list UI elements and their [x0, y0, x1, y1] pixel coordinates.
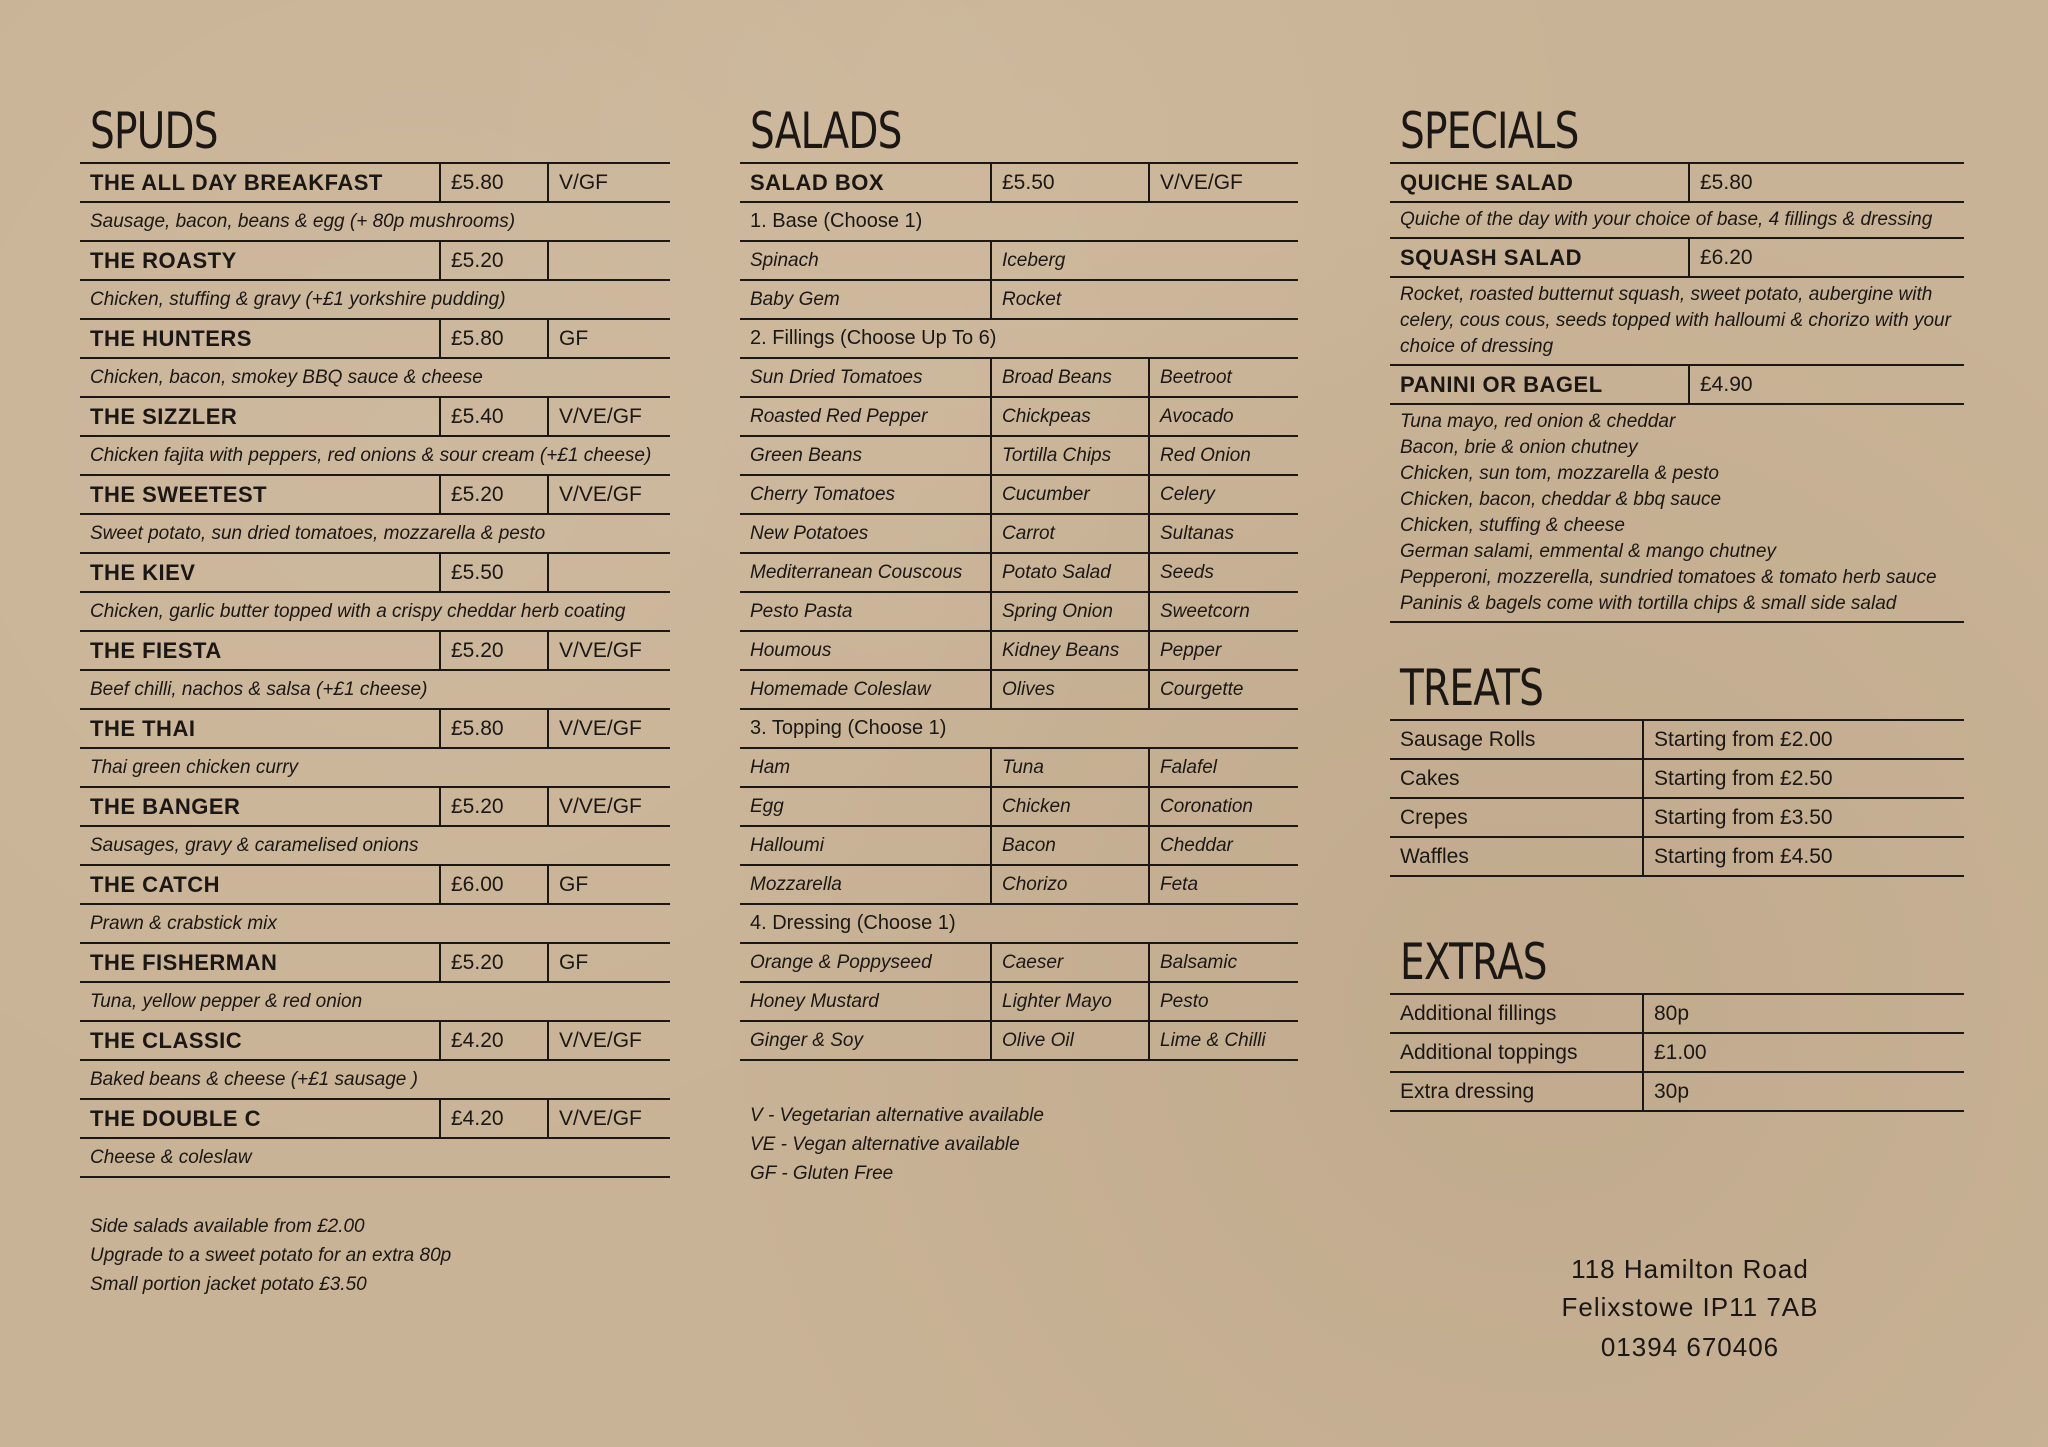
treats-list — [1390, 719, 1964, 877]
spuds-notes — [80, 1212, 670, 1299]
extra-row-label: Extra dressing — [1400, 1079, 1535, 1103]
salad-option: Rocket — [990, 281, 1298, 318]
spud-item-name: THE KIEV — [90, 559, 196, 585]
spud-item-diet — [547, 242, 670, 279]
spud-item-row — [80, 1020, 670, 1059]
salad-option: Pesto — [1148, 983, 1298, 1020]
spud-item-name: THE DOUBLE C — [90, 1105, 261, 1131]
spuds-note: Upgrade to a sweet potato for an extra 80p — [90, 1245, 452, 1266]
spud-item-row — [80, 474, 670, 513]
specials-section — [1390, 100, 1964, 1112]
salad-option: Chickpeas — [990, 398, 1148, 435]
salad-option: Beetroot — [1148, 359, 1298, 396]
spud-item-diet: V/VE/GF — [547, 632, 670, 669]
treat-row-value: Starting from £3.50 — [1642, 799, 1964, 836]
spud-item-desc: Chicken, garlic butter topped with a crispy cheddar herb coating — [80, 591, 670, 630]
spud-item-diet: V/VE/GF — [547, 476, 670, 513]
salads-section — [740, 100, 1298, 1188]
spud-item-price: £5.50 — [439, 554, 547, 591]
salad-option-row — [740, 552, 1298, 591]
address-town: Felixstowe IP11 7AB — [1561, 1292, 1819, 1322]
salad-option: Olive Oil — [990, 1022, 1148, 1059]
spud-item-name: THE ALL DAY BREAKFAST — [90, 169, 383, 195]
salad-option: Roasted Red Pepper — [750, 405, 928, 427]
salad-option: Tuna — [990, 749, 1148, 786]
salad-box-row — [740, 162, 1298, 201]
salad-option: Ham — [750, 756, 791, 778]
spud-item-desc: Prawn & crabstick mix — [80, 903, 670, 942]
spud-item-desc: Sausage, bacon, beans & egg (+ 80p mushrooms) — [80, 201, 670, 240]
spud-item-row — [80, 240, 670, 279]
spud-item-diet: GF — [547, 320, 670, 357]
salad-option: Spinach — [750, 249, 819, 271]
squash-salad-desc: Rocket, roasted butternut squash, sweet potato, aubergine with celery, cous cous, seeds topped with halloumi & chorizo with your choice of dressing — [1390, 276, 1964, 364]
spud-item-row — [80, 708, 670, 747]
treat-row-value: Starting from £2.00 — [1642, 721, 1964, 758]
salad-option-row — [740, 279, 1298, 318]
extra-row-value: £1.00 — [1642, 1034, 1964, 1071]
spud-item-diet: V/VE/GF — [547, 710, 670, 747]
address-block — [1490, 1250, 1890, 1366]
squash-salad-row — [1390, 237, 1964, 276]
spud-item-price: £5.40 — [439, 398, 547, 435]
salad-option: Bacon — [990, 827, 1148, 864]
spud-item-diet: V/VE/GF — [547, 1100, 670, 1137]
diet-key — [740, 1101, 1298, 1188]
salad-option: Cheddar — [1148, 827, 1298, 864]
spud-item-diet: V/VE/GF — [547, 1022, 670, 1059]
extras-list — [1390, 993, 1964, 1112]
salad-option: Potato Salad — [990, 554, 1148, 591]
salad-option: Sultanas — [1148, 515, 1298, 552]
spud-item-desc: Baked beans & cheese (+£1 sausage ) — [80, 1059, 670, 1098]
salad-option-row — [740, 591, 1298, 630]
treat-row — [1390, 836, 1964, 877]
salad-option: Chorizo — [990, 866, 1148, 903]
treat-row-value: Starting from £4.50 — [1642, 838, 1964, 875]
salad-option-row — [740, 435, 1298, 474]
salad-option: New Potatoes — [750, 522, 869, 544]
salad-box-name: SALAD BOX — [750, 169, 885, 195]
salad-option: Carrot — [990, 515, 1148, 552]
spud-item-desc: Thai green chicken curry — [80, 747, 670, 786]
spud-item-row — [80, 318, 670, 357]
spud-item-price: £4.20 — [439, 1022, 547, 1059]
spud-item-name: THE ROASTY — [90, 247, 237, 273]
spud-item-name: THE CATCH — [90, 871, 220, 897]
spud-item-price: £5.80 — [439, 320, 547, 357]
quiche-salad-row — [1390, 162, 1964, 201]
spud-item-price: £4.20 — [439, 1100, 547, 1137]
salad-option: Balsamic — [1148, 944, 1298, 981]
salad-option: Pepper — [1148, 632, 1298, 669]
spud-item-price: £5.20 — [439, 788, 547, 825]
spud-item-name: THE SWEETEST — [90, 481, 268, 507]
salad-option-row — [740, 747, 1298, 786]
spud-item-price: £6.00 — [439, 866, 547, 903]
salad-option: Baby Gem — [750, 288, 840, 310]
spud-item-row — [80, 786, 670, 825]
spud-item-price: £5.80 — [439, 164, 547, 201]
quiche-salad-price: £5.80 — [1688, 164, 1964, 201]
spud-item-name: THE CLASSIC — [90, 1027, 243, 1053]
spud-item-diet: V/VE/GF — [547, 788, 670, 825]
salad-option: Iceberg — [990, 242, 1298, 279]
spud-item-row — [80, 552, 670, 591]
squash-salad-price: £6.20 — [1688, 239, 1964, 276]
panini-price: £4.90 — [1688, 366, 1964, 403]
spud-item-desc: Chicken fajita with peppers, red onions & sour cream (+£1 cheese) — [80, 435, 670, 474]
panini-row — [1390, 364, 1964, 403]
spud-item-row — [80, 1098, 670, 1137]
salad-option: Houmous — [750, 639, 832, 661]
spud-item-desc: Sausages, gravy & caramelised onions — [80, 825, 670, 864]
treat-row-label: Sausage Rolls — [1400, 727, 1536, 751]
salad-step-dressing: 4. Dressing (Choose 1) — [740, 903, 1298, 942]
salad-option: Caeser — [990, 944, 1148, 981]
spuds-section — [80, 100, 670, 1299]
salad-option-row — [740, 669, 1298, 708]
spud-item-name: THE FISHERMAN — [90, 949, 278, 975]
salad-option: Tortilla Chips — [990, 437, 1148, 474]
salads-heading: SALADS — [750, 102, 902, 160]
salad-box-diet: V/VE/GF — [1148, 164, 1298, 201]
spud-item-diet: V/GF — [547, 164, 670, 201]
salads-options — [740, 201, 1298, 1061]
spud-item-price: £5.80 — [439, 710, 547, 747]
salad-option: Halloumi — [750, 834, 824, 856]
spuds-note: Side salads available from £2.00 — [90, 1216, 365, 1237]
panini-option: Paninis & bagels come with tortilla chips & small side salad — [1400, 593, 1897, 614]
spud-item-row — [80, 162, 670, 201]
salad-option: Falafel — [1148, 749, 1298, 786]
salad-option: Orange & Poppyseed — [750, 951, 932, 973]
extra-row — [1390, 1071, 1964, 1112]
extra-row-label: Additional fillings — [1400, 1001, 1557, 1025]
treats-heading: TREATS — [1400, 659, 1544, 717]
treat-row-label: Waffles — [1400, 844, 1469, 868]
salad-option: Courgette — [1148, 671, 1298, 708]
salad-option: Mediterranean Couscous — [750, 561, 963, 583]
salad-option-row — [740, 942, 1298, 981]
salad-option-row — [740, 864, 1298, 903]
spud-item-diet — [547, 554, 670, 591]
quiche-salad-name: QUICHE SALAD — [1400, 169, 1574, 195]
salad-option: Cucumber — [990, 476, 1148, 513]
salad-option: Egg — [750, 795, 784, 817]
salad-option-row — [740, 513, 1298, 552]
salad-option-row — [740, 1020, 1298, 1061]
treat-row-value: Starting from £2.50 — [1642, 760, 1964, 797]
spud-item-row — [80, 942, 670, 981]
squash-salad-name: SQUASH SALAD — [1400, 244, 1583, 270]
salad-option: Cherry Tomatoes — [750, 483, 896, 505]
panini-option: Chicken, stuffing & cheese — [1400, 515, 1625, 536]
treat-row — [1390, 797, 1964, 836]
spud-item-desc: Beef chilli, nachos & salsa (+£1 cheese) — [80, 669, 670, 708]
salad-option: Mozzarella — [750, 873, 842, 895]
panini-option: Chicken, sun tom, mozzarella & pesto — [1400, 463, 1719, 484]
treat-row — [1390, 719, 1964, 758]
salad-option: Sun Dried Tomatoes — [750, 366, 923, 388]
spud-item-price: £5.20 — [439, 476, 547, 513]
spud-item-name: THE HUNTERS — [90, 325, 252, 351]
panini-option: Tuna mayo, red onion & cheddar — [1400, 411, 1676, 432]
spud-item-row — [80, 864, 670, 903]
spud-item-price: £5.20 — [439, 632, 547, 669]
treat-row-label: Cakes — [1400, 766, 1460, 790]
address-street: 118 Hamilton Road — [1571, 1254, 1809, 1284]
spud-item-diet: GF — [547, 866, 670, 903]
salad-option: Celery — [1148, 476, 1298, 513]
spuds-note: Small portion jacket potato £3.50 — [90, 1274, 367, 1295]
salad-option: Feta — [1148, 866, 1298, 903]
salad-option-row — [740, 825, 1298, 864]
salad-option: Chicken — [990, 788, 1148, 825]
spud-item-desc: Tuna, yellow pepper & red onion — [80, 981, 670, 1020]
salad-option-row — [740, 981, 1298, 1020]
salad-option: Seeds — [1148, 554, 1298, 591]
panini-option: German salami, emmental & mango chutney — [1400, 541, 1776, 562]
salad-option-row — [740, 357, 1298, 396]
spud-item-diet: GF — [547, 944, 670, 981]
salad-option: Homemade Coleslaw — [750, 678, 931, 700]
panini-option: Chicken, bacon, cheddar & bbq sauce — [1400, 489, 1722, 510]
salad-option: Ginger & Soy — [750, 1029, 863, 1051]
panini-options — [1390, 403, 1964, 623]
spud-item-desc: Sweet potato, sun dried tomatoes, mozzarella & pesto — [80, 513, 670, 552]
salad-option-row — [740, 240, 1298, 279]
extra-row-value: 80p — [1642, 995, 1964, 1032]
spud-item-desc: Chicken, bacon, smokey BBQ sauce & cheese — [80, 357, 670, 396]
salad-option: Red Onion — [1148, 437, 1298, 474]
spuds-heading: SPUDS — [90, 102, 218, 160]
salad-box-price: £5.50 — [990, 164, 1148, 201]
salad-option: Spring Onion — [990, 593, 1148, 630]
salad-option-row — [740, 786, 1298, 825]
spud-item-price: £5.20 — [439, 944, 547, 981]
diet-key-entry: VE - Vegan alternative available — [750, 1134, 1020, 1155]
spud-item-name: THE BANGER — [90, 793, 241, 819]
spud-item-row — [80, 630, 670, 669]
salad-option: Green Beans — [750, 444, 862, 466]
salad-step-topping: 3. Topping (Choose 1) — [740, 708, 1298, 747]
salad-option: Lighter Mayo — [990, 983, 1148, 1020]
salad-step-base: 1. Base (Choose 1) — [740, 201, 1298, 240]
spud-item-row — [80, 396, 670, 435]
specials-heading: SPECIALS — [1400, 102, 1579, 160]
spud-item-name: THE THAI — [90, 715, 196, 741]
salad-option-row — [740, 474, 1298, 513]
salad-option: Honey Mustard — [750, 990, 879, 1012]
extra-row — [1390, 1032, 1964, 1071]
salad-option: Sweetcorn — [1148, 593, 1298, 630]
diet-key-entry: GF - Gluten Free — [750, 1163, 894, 1184]
spud-item-price: £5.20 — [439, 242, 547, 279]
salad-option: Pesto Pasta — [750, 600, 853, 622]
spud-item-name: THE FIESTA — [90, 637, 222, 663]
salad-option: Kidney Beans — [990, 632, 1148, 669]
quiche-salad-desc: Quiche of the day with your choice of base, 4 fillings & dressing — [1390, 201, 1964, 237]
salad-option-row — [740, 630, 1298, 669]
salad-option-row — [740, 396, 1298, 435]
extra-row — [1390, 993, 1964, 1032]
extras-heading: EXTRAS — [1400, 933, 1547, 991]
treat-row — [1390, 758, 1964, 797]
diet-key-entry: V - Vegetarian alternative available — [750, 1105, 1044, 1126]
salad-option: Coronation — [1148, 788, 1298, 825]
spud-item-desc: Cheese & coleslaw — [80, 1137, 670, 1178]
panini-name: PANINI OR BAGEL — [1400, 371, 1603, 397]
extra-row-label: Additional toppings — [1400, 1040, 1578, 1064]
spud-item-diet: V/VE/GF — [547, 398, 670, 435]
spud-item-desc: Chicken, stuffing & gravy (+£1 yorkshire pudding) — [80, 279, 670, 318]
salad-step-fillings: 2. Fillings (Choose Up To 6) — [740, 318, 1298, 357]
salad-option: Avocado — [1148, 398, 1298, 435]
spud-item-name: THE SIZZLER — [90, 403, 238, 429]
treat-row-label: Crepes — [1400, 805, 1468, 829]
salad-option: Broad Beans — [990, 359, 1148, 396]
salad-option: Olives — [990, 671, 1148, 708]
phone-number: 01394 670406 — [1600, 1332, 1780, 1362]
extra-row-value: 30p — [1642, 1073, 1964, 1110]
salad-option: Lime & Chilli — [1148, 1022, 1298, 1059]
spuds-list — [80, 162, 670, 1178]
panini-option: Pepperoni, mozzerella, sundried tomatoes & tomato herb sauce — [1400, 567, 1937, 588]
panini-option: Bacon, brie & onion chutney — [1400, 437, 1638, 458]
